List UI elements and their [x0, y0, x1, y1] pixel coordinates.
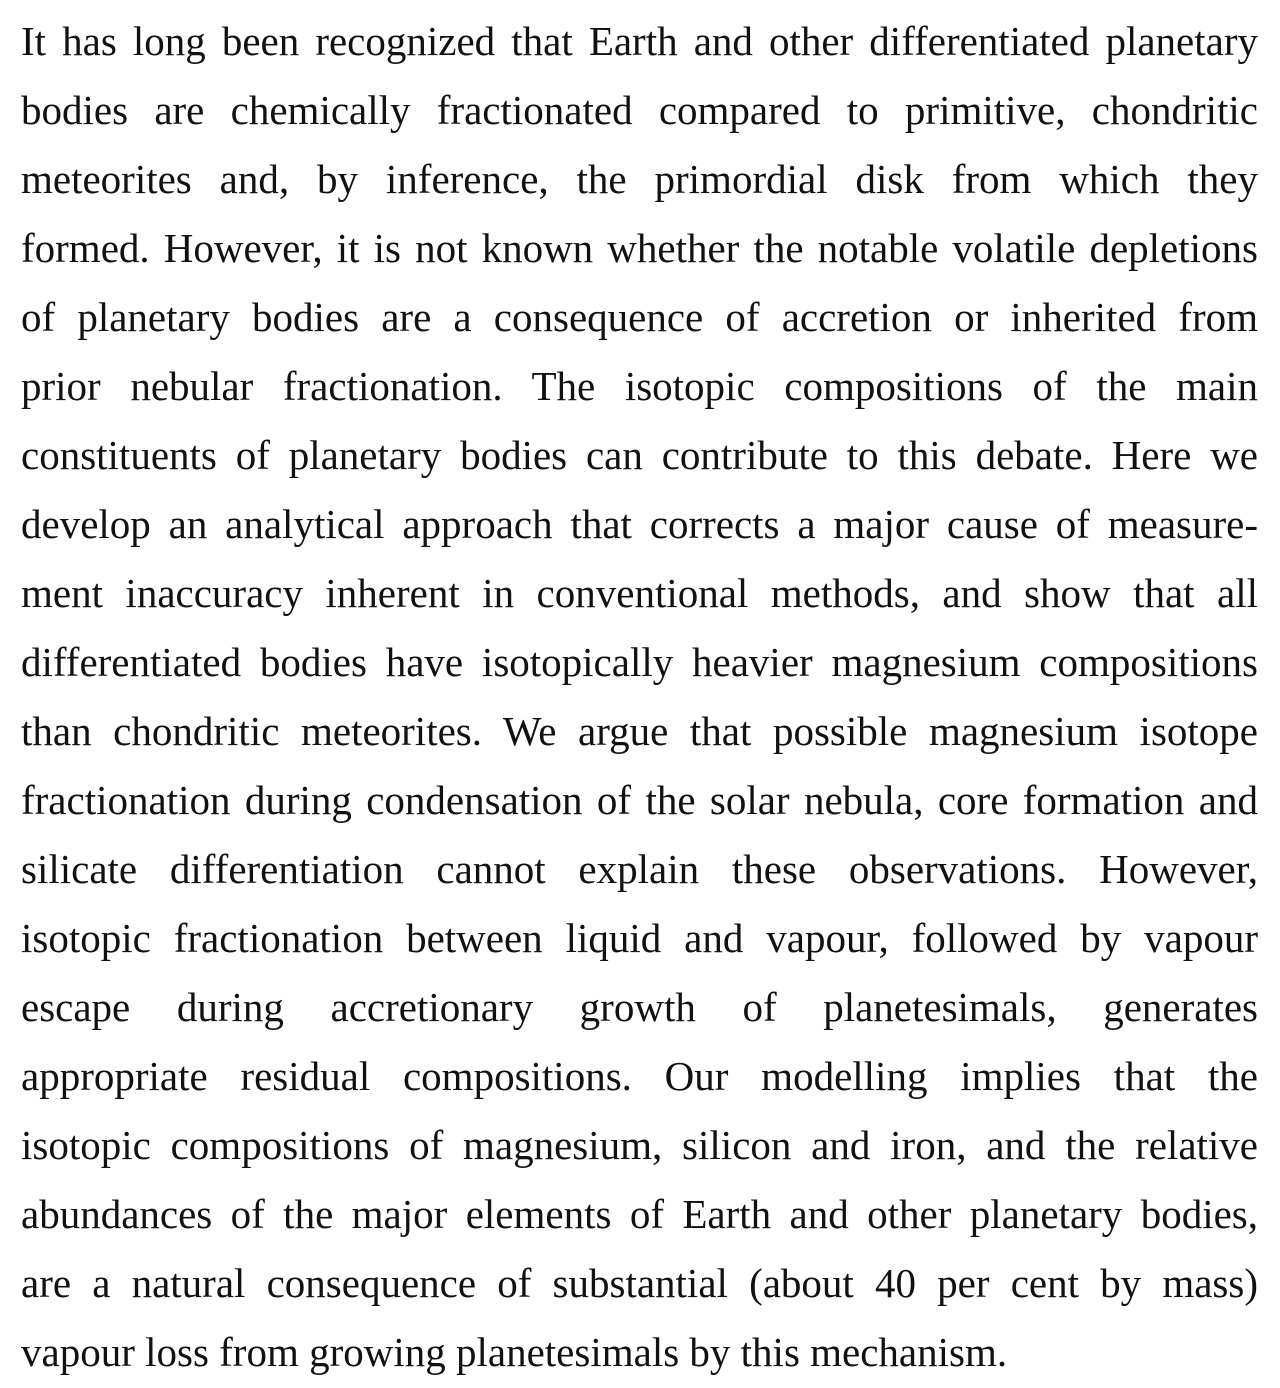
- text-line: It has long been recognized that Earth and other differentiated planetary: [21, 18, 1258, 64]
- text-line: fractionation during condensation of the solar nebula, core formation and: [21, 777, 1258, 823]
- text-line: formed. However, it is not known whether the notable volatile depletions: [21, 225, 1258, 271]
- text-line: bodies are chemically fractionated compared to primitive, chondritic: [21, 87, 1258, 133]
- text-line: of planetary bodies are a consequence of accretion or inherited from: [21, 294, 1258, 340]
- text-line: meteorites and, by inference, the primordial disk from which they: [21, 156, 1258, 202]
- text-line: isotopic compositions of magnesium, silicon and iron, and the relative: [21, 1122, 1258, 1168]
- text-line: than chondritic meteorites. We argue that possible magnesium isotope: [21, 708, 1258, 754]
- text-line: differentiated bodies have isotopically heavier magnesium compositions: [21, 639, 1258, 685]
- text-line: appropriate residual compositions. Our modelling implies that the: [21, 1053, 1258, 1099]
- text-line: silicate differentiation cannot explain these observations. However,: [21, 846, 1258, 892]
- text-line: isotopic fractionation between liquid and vapour, followed by vapour: [21, 915, 1258, 961]
- text-line: escape during accretionary growth of planetesimals, generates: [21, 984, 1258, 1030]
- text-line: ment inaccuracy inherent in conventional methods, and show that all: [21, 570, 1258, 616]
- abstract-paragraph: [0, 7, 1280, 1387]
- text-line: develop an analytical approach that corrects a major cause of measure-: [21, 501, 1258, 547]
- text-line-last: vapour loss from growing planetesimals by this mechanism.: [21, 1329, 1008, 1375]
- text-line: prior nebular fractionation. The isotopic compositions of the main: [21, 363, 1258, 409]
- text-line: abundances of the major elements of Earth and other planetary bodies,: [21, 1191, 1258, 1237]
- text-line: constituents of planetary bodies can contribute to this debate. Here we: [21, 432, 1258, 478]
- text-line: are a natural consequence of substantial (about 40 per cent by mass): [21, 1260, 1258, 1306]
